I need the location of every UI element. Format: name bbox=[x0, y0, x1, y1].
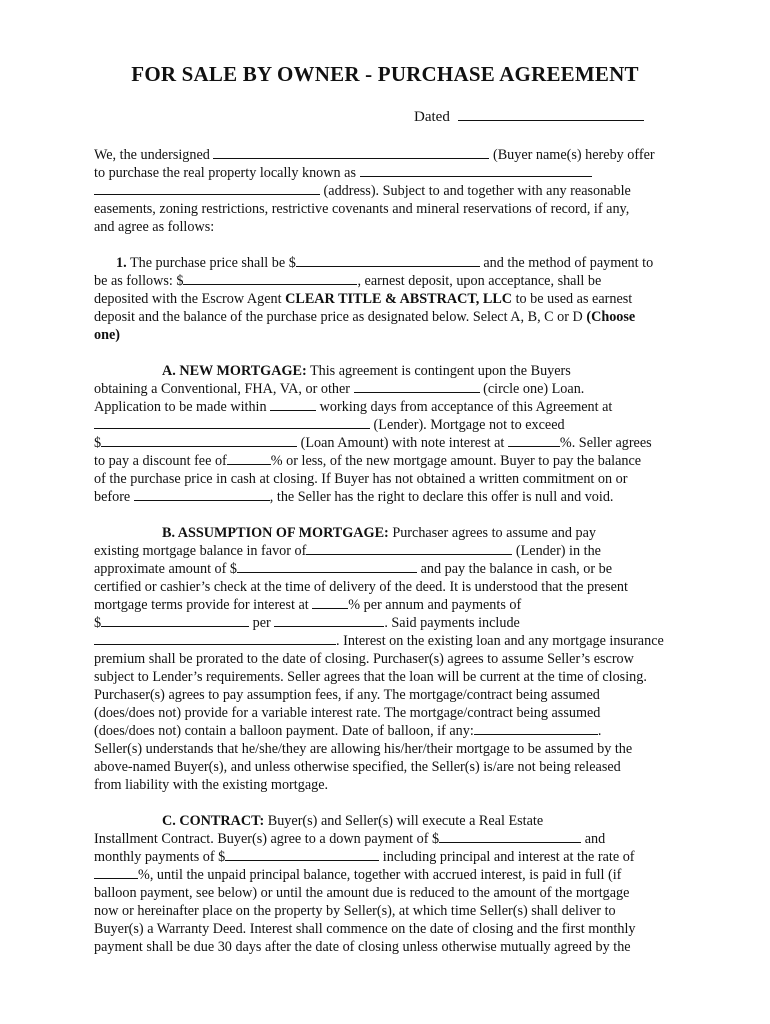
a-line-8 bbox=[94, 488, 698, 506]
b-line-11: (does/does not) provide for a variable interest rate. The mortgage/contract being assumed bbox=[94, 705, 601, 721]
s1-text: , earnest deposit, upon acceptance, shall be bbox=[357, 273, 602, 289]
c-line-4 bbox=[94, 866, 698, 884]
b-text: (does/does not) contain a balloon payment. Date of balloon, if any: bbox=[94, 723, 474, 739]
c-line-6: now or hereinafter place on the property by Seller(s), at which time Seller(s) shall deliver to bbox=[94, 903, 616, 919]
c-line-1 bbox=[162, 812, 766, 830]
commitment-date-blank[interactable] bbox=[134, 488, 270, 501]
s1-text: The purchase price shall be $ bbox=[129, 255, 296, 271]
b-text: per bbox=[252, 615, 271, 631]
c-text: %, until the unpaid principal balance, together with accrued interest, is paid in full (if bbox=[138, 867, 622, 883]
b-line-4: certified or cashier’s check at the time of delivery of the deed. It is understood that the present bbox=[94, 579, 628, 595]
a-line-5 bbox=[94, 434, 698, 452]
s1-line-2 bbox=[94, 272, 698, 290]
s1-text: and the method of payment to bbox=[483, 255, 654, 271]
c-line-5: balloon payment, see below) or until the amount due is reduced to the amount of the mortgage bbox=[94, 885, 630, 901]
s1-line-1 bbox=[116, 254, 720, 272]
down-payment-blank[interactable] bbox=[439, 830, 581, 843]
a-text: (Loan Amount) with note interest at bbox=[300, 435, 505, 451]
buyer-name-blank[interactable] bbox=[213, 146, 489, 159]
c-line-3 bbox=[94, 848, 698, 866]
s1-text: deposit and the balance of the purchase price as designated below. Select A, B, C or D bbox=[94, 309, 587, 325]
contract-rate-blank[interactable] bbox=[94, 866, 138, 879]
note-interest-blank[interactable] bbox=[508, 434, 560, 447]
b-line-7 bbox=[94, 632, 698, 650]
payment-period-blank[interactable] bbox=[274, 614, 384, 627]
payment-amount-blank[interactable] bbox=[101, 614, 249, 627]
b-text: existing mortgage balance in favor of bbox=[94, 543, 307, 559]
a-line-4 bbox=[94, 416, 698, 434]
b-line-10: Purchaser(s) agrees to pay assumption fees, if any. The mortgage/contract being assumed bbox=[94, 687, 600, 703]
a-text: before bbox=[94, 489, 131, 505]
intro-line-3 bbox=[94, 182, 698, 200]
intro-line-5: and agree as follows: bbox=[94, 219, 215, 235]
loan-type-blank[interactable] bbox=[354, 380, 480, 393]
a-text: This agreement is contingent upon the Buyers bbox=[306, 363, 571, 379]
a-text: , the Seller has the right to declare this offer is null and void. bbox=[269, 489, 614, 505]
s1-text: deposited with the Escrow Agent bbox=[94, 291, 286, 307]
a-line-7: of the purchase price in cash at closing. If Buyer has not obtained a written commitment on or bbox=[94, 471, 628, 487]
a-text: to pay a discount fee of bbox=[94, 453, 227, 469]
c-text: Buyer(s) and Seller(s) will execute a Real Estate bbox=[264, 813, 544, 829]
balloon-date-blank[interactable] bbox=[474, 722, 598, 735]
intro-text: to purchase the real property locally known as bbox=[94, 165, 356, 181]
b-line-3 bbox=[94, 560, 698, 578]
property-blank[interactable] bbox=[360, 164, 592, 177]
b-line-6 bbox=[94, 614, 698, 632]
b-text: approximate amount of $ bbox=[94, 561, 238, 577]
c-line-8: payment shall be due 30 days after the date of closing unless otherwise mutually agreed by the bbox=[94, 939, 631, 955]
intro-line-4: easements, zoning restrictions, restrictive covenants and mineral reservations of record, if any, bbox=[94, 201, 630, 217]
a-text: working days from acceptance of this Agreement at bbox=[319, 399, 613, 415]
loan-amount-blank[interactable] bbox=[101, 434, 297, 447]
intro-line-2 bbox=[94, 164, 698, 182]
b-line-12 bbox=[94, 722, 698, 740]
a-text: $ bbox=[94, 435, 102, 451]
c-text: monthly payments of $ bbox=[94, 849, 226, 865]
a-text: (circle one) Loan. bbox=[483, 381, 585, 397]
intro-text: (address). Subject to and together with any reasonable bbox=[323, 183, 631, 199]
date-blank[interactable] bbox=[458, 108, 644, 121]
earnest-deposit-blank[interactable] bbox=[183, 272, 357, 285]
b-text: and pay the balance in cash, or be bbox=[420, 561, 613, 577]
working-days-blank[interactable] bbox=[270, 398, 316, 411]
s1-text: be as follows: $ bbox=[94, 273, 184, 289]
b-line-8: premium shall be prorated to the date of closing. Purchaser(s) agrees to assume Seller’s escrow bbox=[94, 651, 634, 667]
s1-choose: (Choose bbox=[586, 309, 636, 325]
a-text: Application to be made within bbox=[94, 399, 267, 415]
monthly-payment-blank[interactable] bbox=[225, 848, 379, 861]
intro-text: We, the undersigned bbox=[94, 147, 210, 163]
a-line-1 bbox=[162, 362, 766, 380]
document-title: FOR SALE BY OWNER - PURCHASE AGREEMENT bbox=[131, 62, 639, 86]
b-text: (Lender) in the bbox=[515, 543, 601, 559]
c-text: and bbox=[584, 831, 606, 847]
mortgage-holder-blank[interactable] bbox=[306, 542, 512, 555]
a-line-3 bbox=[94, 398, 698, 416]
a-line-2 bbox=[94, 380, 698, 398]
b-text: . bbox=[597, 723, 602, 739]
a-line-6 bbox=[94, 452, 698, 470]
discount-fee-blank[interactable] bbox=[227, 452, 271, 465]
assumed-interest-blank[interactable] bbox=[312, 596, 348, 609]
dated-label: Dated bbox=[414, 109, 450, 125]
b-line-9: subject to Lender’s requirements. Seller agrees that the loan will be current at the time of closing. bbox=[94, 669, 647, 685]
escrow-agent-name: CLEAR TITLE & ABSTRACT, LLC bbox=[285, 291, 513, 307]
s1-line-5 bbox=[94, 326, 698, 344]
c-text: including principal and interest at the rate of bbox=[382, 849, 635, 865]
s1-line-3 bbox=[94, 290, 698, 308]
b-text: Purchaser agrees to assume and pay bbox=[388, 525, 597, 541]
payments-include-blank[interactable] bbox=[94, 632, 336, 645]
a-text: obtaining a Conventional, FHA, VA, or other bbox=[94, 381, 351, 397]
b-text: $ bbox=[94, 615, 102, 631]
purchase-price-blank[interactable] bbox=[296, 254, 480, 267]
c-text: Installment Contract. Buyer(s) agree to a down payment of $ bbox=[94, 831, 440, 847]
lender-blank[interactable] bbox=[94, 416, 370, 429]
b-text: mortgage terms provide for interest at bbox=[94, 597, 309, 613]
s1-choose: one) bbox=[94, 327, 121, 343]
b-line-1 bbox=[162, 524, 766, 542]
b-line-13: Seller(s) understands that he/she/they are allowing his/her/their mortgage to be assumed by the bbox=[94, 741, 633, 757]
b-line-2 bbox=[94, 542, 698, 560]
b-line-15: from liability with the existing mortgage. bbox=[94, 777, 329, 793]
b-text: . Interest on the existing loan and any mortgage insurance bbox=[336, 633, 664, 649]
c-line-7: Buyer(s) a Warranty Deed. Interest shall commence on the date of closing and the first monthly bbox=[94, 921, 636, 937]
b-line-5 bbox=[94, 596, 698, 614]
dated-line bbox=[414, 108, 644, 126]
section-a-heading: A. NEW MORTGAGE: bbox=[162, 363, 307, 379]
section-b-heading: B. ASSUMPTION OF MORTGAGE: bbox=[162, 525, 389, 541]
intro-line-1 bbox=[94, 146, 698, 164]
approximate-amount-blank[interactable] bbox=[237, 560, 417, 573]
b-line-14: above-named Buyer(s), and unless otherwise specified, the Seller(s) is/are not being released bbox=[94, 759, 621, 775]
section-c-heading: C. CONTRACT: bbox=[162, 813, 265, 829]
s1-text: to be used as earnest bbox=[512, 291, 633, 307]
section-number: 1. bbox=[116, 255, 127, 271]
b-text: . Said payments include bbox=[384, 615, 520, 631]
address-blank[interactable] bbox=[94, 182, 320, 195]
a-text: (Lender). Mortgage not to exceed bbox=[373, 417, 565, 433]
intro-text: (Buyer name(s) hereby offer bbox=[492, 147, 655, 163]
c-line-2 bbox=[94, 830, 698, 848]
a-text: % or less, of the new mortgage amount. Buyer to pay the balance bbox=[270, 453, 642, 469]
s1-line-4 bbox=[94, 308, 698, 326]
b-text: % per annum and payments of bbox=[348, 597, 522, 613]
a-text: %. Seller agrees bbox=[559, 435, 652, 451]
